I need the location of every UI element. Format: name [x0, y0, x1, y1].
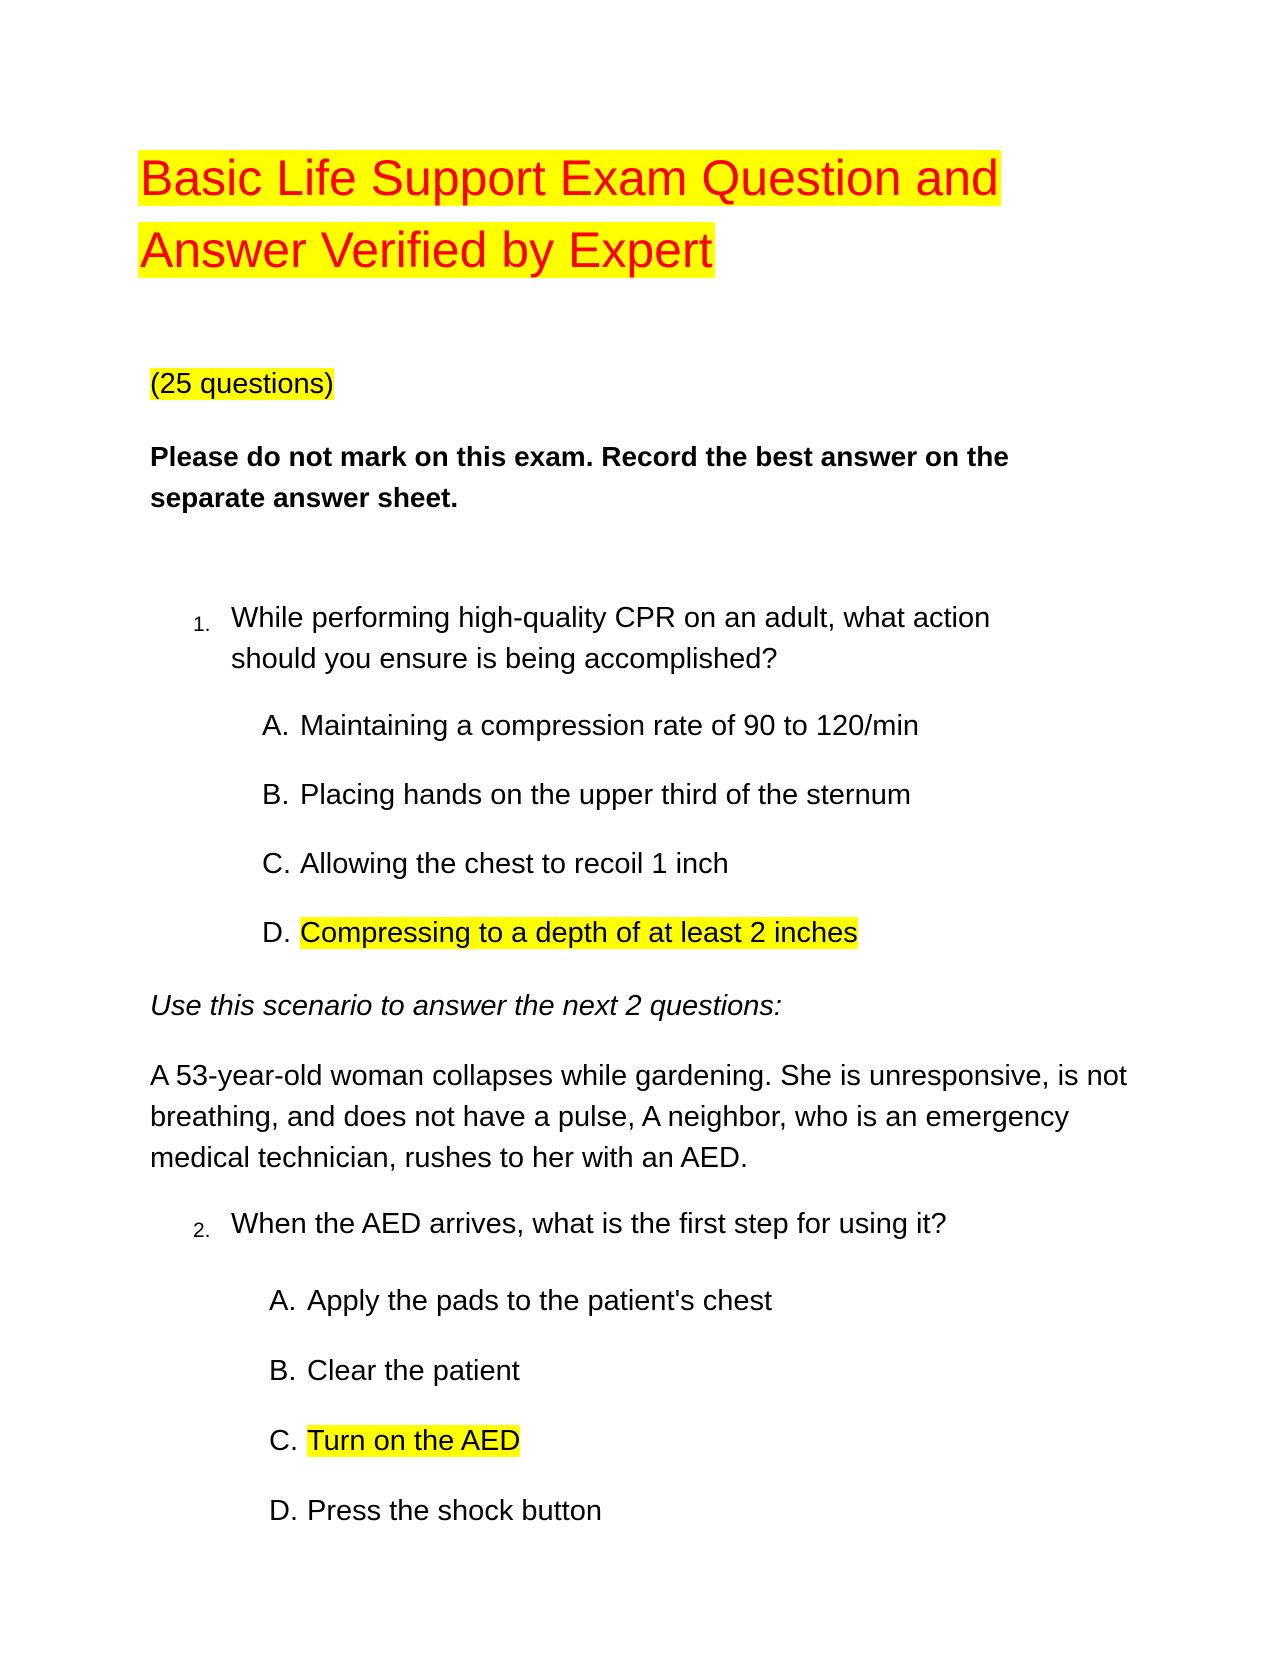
option-text: Allowing the chest to recoil 1 inch [300, 848, 729, 880]
document-title [138, 142, 1138, 286]
option-letter: A. [269, 1285, 297, 1317]
question-1-text: While performing high-quality CPR on an adult, what action should you ensure is being accomplished? [231, 602, 991, 675]
question-2-number: 2. [193, 1219, 211, 1242]
title-line-1: Basic Life Support Exam Question and [140, 150, 999, 206]
question-count [150, 364, 334, 404]
option-letter: B. [269, 1355, 297, 1387]
option-text: Clear the patient [307, 1355, 520, 1387]
question-1-number: 1. [193, 613, 211, 636]
question-2-text: When the AED arrives, what is the first step for using it? [231, 1208, 947, 1240]
question-1-option-b [262, 775, 911, 815]
exam-instructions: Please do not mark on this exam. Record the best answer on the separate answer sheet. [150, 441, 1009, 513]
question-1-option-a [262, 706, 919, 746]
question-2-option-a [269, 1281, 772, 1321]
question-2-option-c-answer [269, 1421, 520, 1461]
question-1-option-d-answer [262, 913, 858, 953]
question-1-option-c [262, 844, 729, 884]
option-text: Press the shock button [307, 1495, 602, 1527]
question-2-option-d [269, 1491, 602, 1531]
option-letter: C. [269, 1425, 298, 1457]
highlighted-answer-text: Turn on the AED [307, 1425, 521, 1457]
option-text: Maintaining a compression rate of 90 to 120/min [300, 710, 920, 742]
option-letter: C. [262, 848, 291, 880]
option-text: Apply the pads to the patient's chest [307, 1285, 773, 1317]
option-letter: A. [262, 710, 290, 742]
option-letter: B. [262, 779, 290, 811]
title-line-2: Answer Verified by Expert [140, 222, 713, 278]
option-letter: D. [262, 917, 291, 949]
scenario-heading: Use this scenario to answer the next 2 questions: [150, 990, 782, 1022]
option-text: Placing hands on the upper third of the sternum [300, 779, 911, 811]
question-count-text: (25 questions) [150, 368, 334, 400]
question-2-option-b [269, 1351, 520, 1391]
highlighted-answer-text: Compressing to a depth of at least 2 inches [300, 917, 858, 949]
option-letter: D. [269, 1495, 298, 1527]
scenario-text: A 53-year-old woman collapses while gardening. She is unresponsive, is not breathing, and does not have a pulse, A neighbor, who is an emergency medical technician, rushes to her with an AED. [150, 1060, 1127, 1174]
